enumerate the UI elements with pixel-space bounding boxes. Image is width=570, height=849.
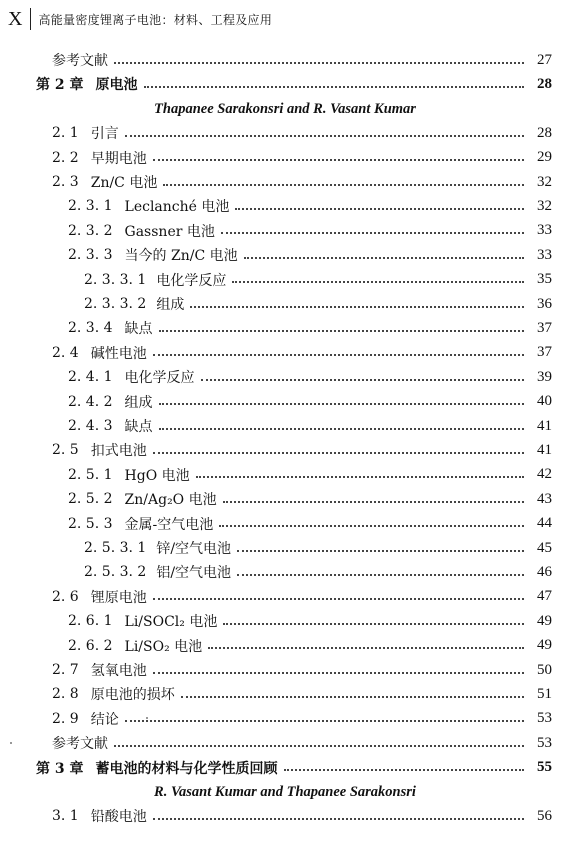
toc-section-title: 原电池的损坏 — [90, 687, 175, 704]
toc-section-title: 电化学反应 — [124, 370, 195, 387]
toc-entry-row — [0, 292, 570, 316]
dot-leader — [235, 199, 524, 210]
toc-entry-row — [0, 536, 570, 560]
toc-section-title: 参考文献 — [52, 736, 108, 753]
toc-page-number: 41 — [537, 441, 552, 458]
dot-leader — [153, 443, 524, 454]
toc-entry-row — [0, 365, 570, 389]
dot-leader — [190, 297, 524, 308]
toc-page-number: 56 — [537, 807, 552, 824]
toc-section-title: Leclanché 电池 — [124, 199, 230, 216]
dot-leader — [223, 492, 524, 503]
dot-leader — [201, 370, 524, 381]
dot-leader — [219, 516, 524, 527]
dot-leader — [114, 53, 524, 64]
toc-section-title: Gassner 电池 — [124, 223, 215, 240]
dot-leader — [244, 248, 524, 259]
toc-section-number: 2. 4. 2 — [68, 393, 113, 410]
toc-section-number: 2. 3. 2 — [68, 222, 113, 239]
toc-page-number: 35 — [537, 271, 552, 288]
dot-leader — [153, 150, 524, 161]
toc-page-number: 43 — [537, 490, 552, 507]
toc-section-title: HgO 电池 — [124, 467, 190, 484]
toc-section-number: 2. 3. 3 — [68, 247, 113, 264]
toc-section-number: 3. 1 — [52, 808, 79, 825]
running-header — [8, 6, 272, 32]
toc-entry-row — [0, 390, 570, 414]
dot-leader — [208, 638, 524, 649]
toc-page-number: 27 — [537, 51, 552, 68]
toc-page-number: 32 — [537, 197, 552, 214]
toc-entry-row — [0, 487, 570, 511]
chapter-authors: R. Vasant Kumar and Thapanee Sarakonsri — [154, 784, 416, 800]
toc-section-title: Li/SOCl₂ 电池 — [124, 614, 218, 631]
toc-section-number: 2. 5. 1 — [68, 466, 113, 483]
toc-section-title: 引言 — [90, 126, 119, 143]
toc-section-number: 2. 2 — [52, 149, 79, 166]
toc-section-number: 2. 6 — [52, 588, 79, 605]
toc-section-title: 早期电池 — [90, 150, 147, 167]
dot-leader — [237, 541, 524, 552]
toc-page-number: 41 — [537, 417, 552, 434]
toc-section-title: 缺点 — [124, 419, 153, 435]
toc-section-title: 碱性电池 — [90, 345, 147, 362]
toc-entry-row — [0, 48, 570, 72]
toc-section-title: Li/SO₂ 电池 — [124, 638, 203, 655]
dot-leader — [159, 394, 524, 405]
toc-page-number: 29 — [537, 149, 552, 166]
toc-page-number: 53 — [537, 734, 552, 751]
toc-entry-row — [0, 682, 570, 706]
dot-leader — [196, 467, 524, 478]
toc-page-number: 53 — [537, 710, 552, 727]
toc-page-number: 51 — [537, 685, 552, 702]
toc-section-number: 2. 5. 3. 2 — [84, 564, 147, 581]
toc-section-title: 金属-空气电池 — [124, 516, 214, 533]
toc-entry-row — [0, 170, 570, 194]
toc-page-number: 37 — [537, 344, 552, 361]
toc-section-number: 2. 6. 1 — [68, 613, 113, 630]
dot-leader — [181, 687, 524, 698]
toc-section-title: Zn/Ag₂O 电池 — [124, 492, 217, 509]
toc-page-number: 36 — [537, 295, 552, 312]
toc-section-title: 蓄电池的材料与化学性质回顾 — [95, 760, 278, 777]
toc-section-number: 2. 1 — [52, 125, 79, 142]
toc-page-number: 47 — [537, 588, 552, 605]
toc-entry-row — [0, 804, 570, 828]
toc-section-number: 2. 3. 3. 2 — [84, 296, 147, 312]
toc-page-number: 49 — [537, 637, 552, 654]
toc-entry-row — [0, 219, 570, 243]
toc-section-number: 2. 8 — [52, 686, 79, 703]
toc-section-number: 2. 5. 2 — [68, 491, 113, 508]
toc-entry-row — [0, 585, 570, 609]
dot-leader — [232, 272, 524, 283]
toc-entry-row — [0, 609, 570, 633]
dot-leader — [159, 321, 524, 332]
dot-leader — [153, 589, 524, 600]
toc-entry-row — [0, 341, 570, 365]
toc-section-number: 2. 3 — [52, 174, 79, 190]
toc-section-title: 电化学反应 — [156, 272, 227, 289]
toc-page-number: 46 — [537, 563, 552, 580]
dot-leader — [159, 419, 524, 430]
toc-page-number: 28 — [537, 124, 552, 141]
toc-section-title: 组成 — [156, 297, 185, 313]
toc-chapter-row — [0, 72, 570, 96]
toc-entry-row — [0, 121, 570, 145]
toc-page-number: 49 — [537, 612, 552, 629]
toc-section-title: 组成 — [124, 394, 153, 411]
toc-section-title: Zn/C 电池 — [90, 175, 158, 191]
toc-entry-row — [0, 658, 570, 682]
dot-leader — [153, 809, 524, 820]
toc-entry-row — [0, 560, 570, 584]
toc-section-title: 缺点 — [124, 321, 153, 338]
toc-section-number: 2. 5. 3 — [68, 515, 113, 532]
toc-page-number: 45 — [537, 539, 552, 556]
toc-page-number: 39 — [537, 368, 552, 385]
toc-page-number: 33 — [537, 222, 552, 239]
toc-page-number: 50 — [537, 661, 552, 678]
toc-page-number: 44 — [537, 515, 552, 532]
toc-section-title: 当今的 Zn/C 电池 — [124, 248, 238, 265]
toc-section-title: 参考文献 — [52, 53, 108, 69]
toc-page-number: 40 — [537, 393, 552, 410]
toc-page-number: 33 — [537, 246, 552, 263]
toc-entry-row — [0, 731, 570, 755]
toc-entry-row — [0, 316, 570, 340]
toc-section-title: 扣式电池 — [90, 443, 147, 460]
toc-section-number: 2. 4. 3 — [68, 418, 113, 434]
toc-section-number: 第 3 章 — [36, 760, 84, 777]
toc-entry-row — [0, 512, 570, 536]
toc-section-title: 原电池 — [95, 77, 138, 94]
toc-entry-row — [0, 634, 570, 658]
toc-section-number: 2. 5. 3. 1 — [84, 540, 147, 556]
toc-section-number: 2. 3. 1 — [68, 198, 113, 215]
toc-section-number: 2. 4 — [52, 344, 79, 361]
toc-page-number: 37 — [537, 319, 552, 336]
toc-section-title: 锌/空气电池 — [156, 541, 232, 557]
dot-leader — [144, 77, 525, 88]
toc-section-title: 结论 — [90, 711, 119, 728]
toc-section-number: 2. 6. 2 — [68, 637, 113, 654]
dot-leader — [163, 175, 524, 186]
toc-section-number: 2. 3. 3. 1 — [84, 271, 147, 288]
toc-chapter-row — [0, 756, 570, 780]
toc-entry-row — [0, 146, 570, 170]
scan-speck — [146, 717, 148, 719]
scan-speck — [10, 742, 12, 744]
toc-section-title: 锂原电池 — [90, 589, 147, 606]
dot-leader — [153, 663, 524, 674]
toc-page-number: 42 — [537, 466, 552, 483]
book-title: 高能量密度锂离子电池：材料、工程及应用 — [38, 12, 273, 27]
toc-entry-row — [0, 194, 570, 218]
toc-entry-row — [0, 707, 570, 731]
header-divider — [30, 8, 31, 30]
dot-leader — [223, 614, 524, 625]
toc-section-number: 第 2 章 — [36, 77, 84, 94]
toc-section-number: 2. 4. 1 — [68, 369, 113, 386]
toc-page-number: 55 — [537, 759, 552, 776]
toc-section-title: 氢氧电池 — [90, 663, 147, 679]
dot-leader — [237, 565, 524, 576]
dot-leader — [114, 736, 524, 747]
chapter-authors: Thapanee Sarakonsri and R. Vasant Kumar — [154, 100, 416, 117]
dot-leader — [153, 345, 524, 356]
toc-entry-row — [0, 414, 570, 438]
toc-entry-row — [0, 463, 570, 487]
toc-section-number: 2. 5 — [52, 442, 79, 459]
dot-leader — [221, 223, 524, 234]
toc-section-number: 2. 9 — [52, 710, 79, 727]
toc-page-number: 28 — [537, 75, 552, 92]
toc-entry-row — [0, 243, 570, 267]
toc-section-title: 铅酸电池 — [90, 809, 147, 826]
toc-page-number: 32 — [537, 173, 552, 190]
toc-section-title: 铝/空气电池 — [156, 565, 232, 582]
toc-section-number: 2. 3. 4 — [68, 320, 113, 337]
toc-section-number: 2. 7 — [52, 662, 79, 678]
page-number-roman: X — [8, 8, 23, 30]
dot-leader — [125, 126, 524, 137]
dot-leader — [284, 760, 525, 771]
toc-entry-row — [0, 268, 570, 292]
dot-leader — [125, 711, 524, 722]
toc-entry-row — [0, 438, 570, 462]
